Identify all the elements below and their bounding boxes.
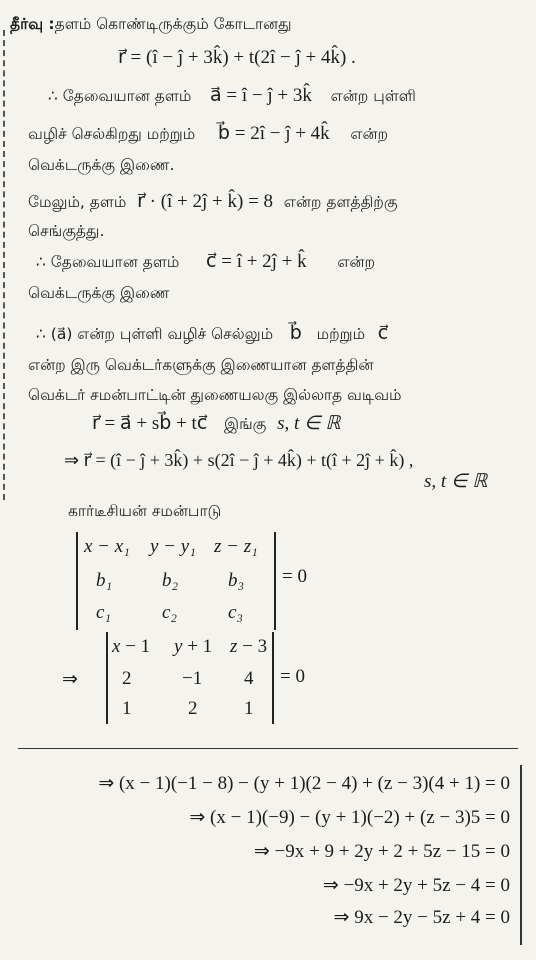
- para-5: செங்குத்து.: [28, 222, 105, 240]
- det2-cell: y + 1: [174, 636, 213, 657]
- det2-cell: 2: [188, 698, 198, 719]
- derivation-line-3: ⇒ −9x + 9 + 2y + 2 + 5z − 15 = 0: [253, 841, 510, 862]
- line-equation: r⃗ = (î − ĵ + 3k̂) + t(2î − ĵ + 4k̂) .: [118, 47, 356, 68]
- det1-cell: b₁: [96, 570, 113, 591]
- det2-cell: −1: [182, 668, 203, 689]
- dashed-margin-line: [3, 30, 5, 500]
- solution-label: தீர்வு :: [10, 15, 55, 33]
- det1-cell: b₃: [228, 570, 245, 591]
- solution-intro: தளம் கொண்டிருக்கும் கோடானது: [54, 15, 292, 33]
- para-9: என்ற இரு வெக்டர்களுக்கு இணையான தளத்தின்: [28, 356, 374, 374]
- det1-equals-zero: = 0: [282, 566, 307, 587]
- det2-cell: 1: [122, 698, 132, 719]
- para-3: வெக்டருக்கு இணை.: [28, 156, 175, 174]
- det1-cell: b₂: [162, 570, 179, 591]
- section-divider: [18, 748, 518, 749]
- det2-cell: 2: [122, 668, 132, 689]
- solution-heading: [10, 14, 292, 35]
- para-4: மேலும், தளம் r⃗ · (î + 2ĵ + k̂) = 8 என்ற தளத்திற்கு: [28, 191, 398, 212]
- det2-equals-zero: = 0: [280, 666, 305, 687]
- det2-implies-arrow: ⇒: [62, 669, 78, 690]
- vector-equation: r⃗ = a⃗ + sb⃗ + tc⃗ இங்கு s, t ∈ ℝ: [92, 413, 341, 434]
- det1-cell: z − z₁: [214, 536, 258, 557]
- para-8: ∴ (a⃗) என்ற புள்ளி வழிச் செல்லும் b⃗ மற்றும் c⃗: [36, 323, 389, 344]
- para-10: வெக்டர் சமன்பாட்டின் துணையலகு இல்லாத வடிவம்: [28, 386, 402, 404]
- expanded-equation: ⇒ r⃗ = (î − ĵ + 3k̂) + s(2î − ĵ + 4k̂) + t(î + 2ĵ + k̂) ,: [64, 450, 414, 470]
- derivation-line-5: ⇒ 9x − 2y − 5z + 4 = 0: [333, 907, 510, 928]
- para-7: வெக்டருக்கு இணை: [28, 284, 170, 302]
- para-1: ∴ தேவையான தளம் a⃗ = î − ĵ + 3k̂ என்ற புள்ளி: [48, 85, 416, 106]
- det1-cell: x − x₁: [84, 536, 130, 557]
- derivation-line-1: ⇒ (x − 1)(−1 − 8) − (y + 1)(2 − 4) + (z − 3)(4 + 1) = 0: [98, 773, 510, 794]
- cartesian-label: கார்டீசியன் சமன்பாடு: [68, 502, 222, 520]
- expanded-condition: s, t ∈ ℝ: [424, 471, 488, 492]
- det2-cell: 1: [244, 698, 254, 719]
- para-2: வழிச் செல்கிறது மற்றும் b⃗ = 2î − ĵ + 4k̂ என்ற: [28, 123, 389, 144]
- derivation-line-2: ⇒ (x − 1)(−9) − (y + 1)(−2) + (z − 3)5 = 0: [189, 807, 510, 828]
- derivation-line-4: ⇒ −9x + 2y + 5z − 4 = 0: [322, 875, 510, 896]
- det2-cell: 4: [244, 668, 254, 689]
- det2-cell: x − 1: [112, 636, 151, 657]
- determinant-specific: [106, 632, 274, 724]
- det1-cell: y − y₁: [150, 536, 196, 557]
- right-margin-line: [520, 765, 522, 945]
- para-6: ∴ தேவையான தளம் c⃗ = î + 2ĵ + k̂ என்ற: [36, 251, 376, 272]
- det1-cell: c₃: [228, 602, 244, 623]
- det2-cell: z − 3: [230, 636, 268, 657]
- determinant-general: [76, 532, 276, 630]
- det1-cell: c₂: [162, 602, 178, 623]
- det1-cell: c₁: [96, 602, 112, 623]
